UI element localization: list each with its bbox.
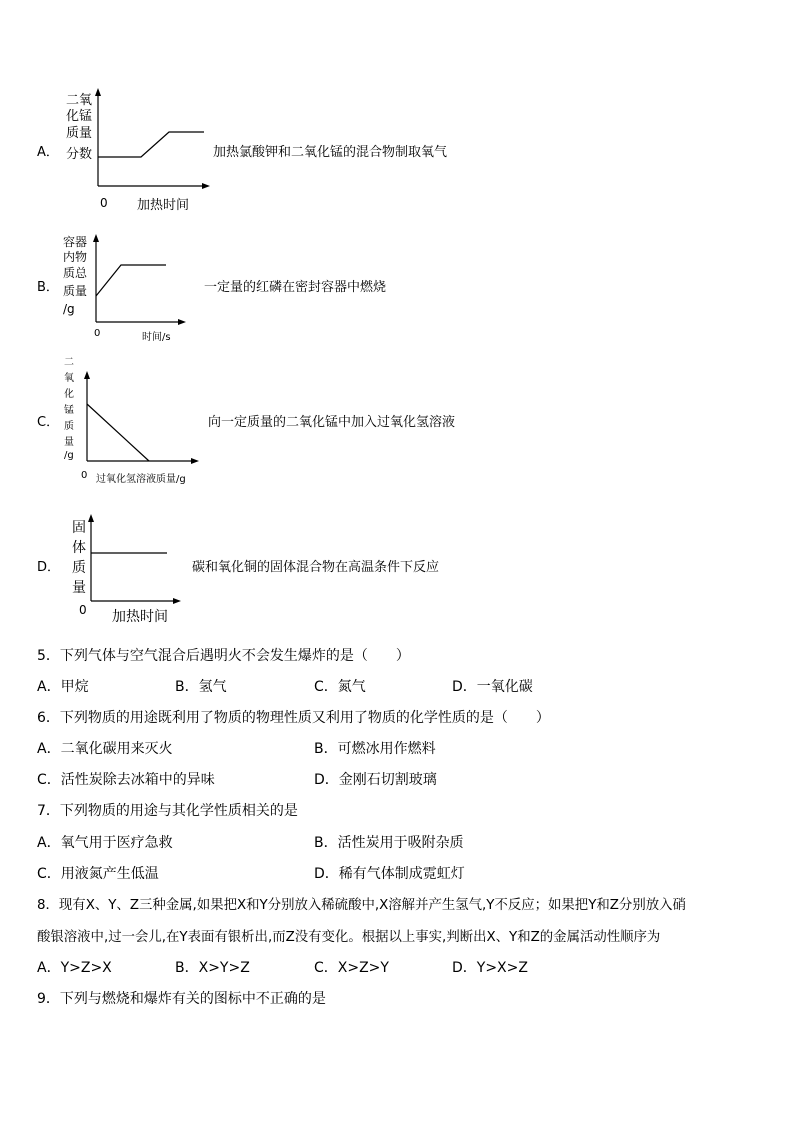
question-stem-line: 8．现有X、Y、Z三种金属,如果把X和Y分别放入稀硫酸中,X溶解并产生氢气,Y不反应；如果把Y和Z分别放入硝: [37, 898, 686, 913]
option-c: C．活性炭除去冰箱中的异味: [37, 772, 215, 788]
option-d: D．稀有气体制成霓虹灯: [314, 866, 465, 882]
y-axis-label-line: 化: [64, 389, 74, 400]
y-axis-label-line: 化锰: [66, 109, 93, 124]
question-stem-line: 酸银溶液中,过一会儿,在Y表面有银析出,而Z没有变化。根据以上事实,判断出X、Y和Z的金属活动性顺序为: [37, 930, 661, 945]
y-axis-label-line: /g: [64, 450, 74, 461]
graph-caption: 向一定质量的二氧化锰中加入过氧化氢溶液: [208, 415, 456, 430]
y-axis-label-line: 质量: [66, 126, 93, 141]
question-stem: 5．下列气体与空气混合后遇明火不会发生爆炸的是（ ）: [37, 648, 410, 664]
x-axis-label: 加热时间: [112, 609, 168, 625]
y-axis-label-line: 质总: [63, 266, 88, 280]
option-letter: A．: [37, 145, 59, 160]
y-axis-label-line: 量: [64, 437, 74, 448]
option-d: D．Y>X>Z: [452, 960, 528, 976]
origin-label: 0: [79, 603, 87, 617]
option-a: A．Y>Z>X: [37, 960, 112, 976]
option-a: A．甲烷: [37, 679, 89, 695]
graph-caption: 碳和氧化铜的固体混合物在高温条件下反应: [192, 560, 440, 575]
option-c: C．氮气: [314, 679, 366, 695]
origin-label: 0: [94, 328, 101, 339]
y-axis-label-line: 容器: [63, 235, 88, 249]
option-a: A．氧气用于医疗急救: [37, 835, 173, 851]
y-axis-label-line: 体: [72, 540, 86, 556]
y-axis-label-line: 二: [64, 357, 74, 368]
y-axis-label-line: /g: [63, 302, 75, 316]
question-stem: 6．下列物质的用途既利用了物质的物理性质又利用了物质的化学性质的是（ ）: [37, 710, 550, 726]
option-b: B．可燃冰用作燃料: [314, 741, 436, 757]
y-axis-label-line: 质量: [63, 284, 88, 298]
option-letter: B．: [37, 280, 59, 295]
y-axis-label-line: 二氧: [66, 93, 93, 108]
y-axis-label-line: 锰: [64, 405, 74, 416]
y-axis-label-line: 固: [72, 520, 86, 536]
y-axis-arrow: [88, 514, 94, 522]
graph-caption: 一定量的红磷在密封容器中燃烧: [204, 280, 387, 295]
y-axis-label-line: 量: [72, 580, 86, 596]
option-c: C．X>Z>Y: [314, 960, 389, 976]
x-axis-label: 时间/s: [142, 332, 171, 343]
question-stem: 9．下列与燃烧和爆炸有关的图标中不正确的是: [37, 991, 326, 1007]
y-axis-label-line: 质: [64, 421, 74, 432]
y-axis-label-line: 内物: [63, 250, 88, 264]
option-a: A．二氧化碳用来灭火: [37, 741, 173, 757]
y-axis-label-line: 氧: [64, 373, 74, 384]
x-axis-arrow: [173, 598, 181, 604]
x-axis-label: 加热时间: [137, 198, 190, 213]
option-c: C．用液氮产生低温: [37, 866, 159, 882]
graph-caption: 加热氯酸钾和二氧化锰的混合物制取氧气: [213, 145, 448, 160]
option-d: D．金刚石切割玻璃: [314, 772, 437, 788]
option-b: B．X>Y>Z: [175, 960, 250, 976]
option-b: B．氢气: [175, 679, 227, 695]
y-axis-label-line: 质: [72, 560, 86, 576]
option-letter: C．: [37, 415, 60, 430]
origin-label: 0: [81, 470, 88, 481]
origin-label: 0: [100, 196, 108, 210]
option-b: B．活性炭用于吸附杂质: [314, 835, 464, 851]
y-axis-label-line: 分数: [66, 147, 93, 162]
question-stem: 7．下列物质的用途与其化学性质相关的是: [37, 803, 298, 819]
x-axis-label: 过氧化氢溶液质量/g: [96, 474, 186, 485]
option-letter: D．: [37, 560, 61, 575]
option-d: D．一氧化碳: [452, 679, 533, 695]
